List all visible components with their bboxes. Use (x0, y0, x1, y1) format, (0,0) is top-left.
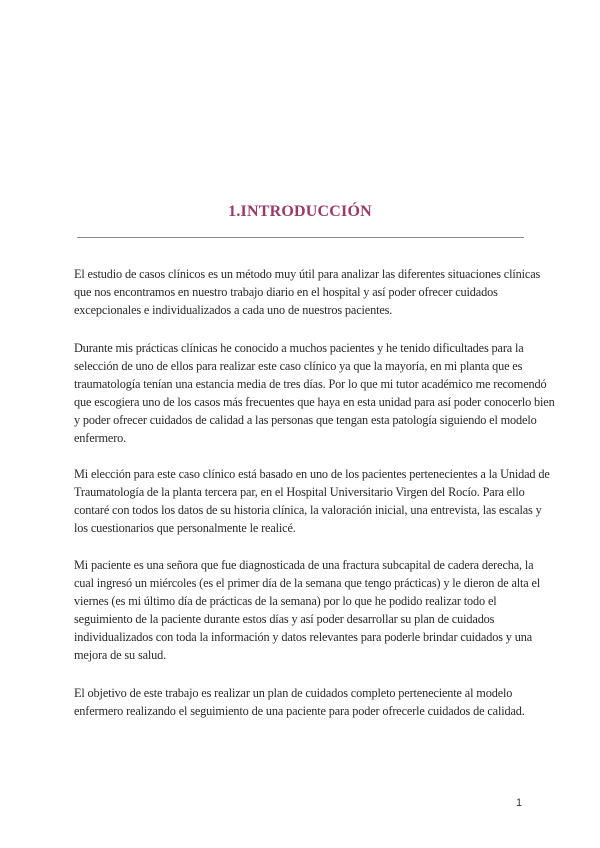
text-line: enfermero realizando el seguimiento de una paciente para poder ofrecerle cuidados de calidad. (74, 704, 525, 718)
text-line: mejora de su salud. (74, 648, 167, 662)
text-line: enfermero. (74, 431, 127, 445)
text-line: individualizados con toda la información y datos relevantes para poderle brindar cuidados y una (74, 630, 532, 644)
paragraph (74, 465, 550, 537)
text-line: selección de uno de ellos para realizar este caso clínico ya que la mayoría, en mi planta que es (74, 359, 523, 373)
paragraph (74, 265, 541, 319)
text-line: Mi paciente es una señora que fue diagnosticada de una fractura subcapital de cadera derecha, la (74, 558, 534, 572)
text-line: El estudio de casos clínicos es un método muy útil para analizar las diferentes situaciones clínicas (74, 267, 541, 281)
text-line: excepcionales e individualizados a cada uno de nuestros pacientes. (74, 303, 393, 317)
paragraph (74, 684, 534, 720)
section-title: 1.INTRODUCCIÓN (228, 203, 372, 220)
paragraph (74, 339, 555, 447)
text-line: seguimiento de la paciente durante estos días y así poder desarrollar su plan de cuidados (74, 612, 495, 626)
title-divider (77, 237, 524, 238)
text-line: los cuestionarios que personalmente le realicé. (74, 521, 296, 535)
paragraph (74, 556, 541, 664)
text-line: Durante mis prácticas clínicas he conocido a muchos pacientes y he tenido dificultades para la (74, 341, 524, 355)
text-line: El objetivo de este trabajo es realizar un plan de cuidados completo perteneciente al modelo (74, 686, 513, 700)
text-line: cual ingresó un miércoles (es el primer día de la semana que tengo prácticas) y le dieron de alta el (74, 576, 541, 590)
text-line: contaré con todos los datos de su historia clínica, la valoración inicial, una entrevista, las escalas y (74, 503, 542, 517)
text-line: que escogiera uno de los casos más frecuentes que haya en esta unidad para así poder conocerlo bien (74, 395, 555, 409)
text-line: que nos encontramos en nuestro trabajo diario en el hospital y así poder ofrecer cuidados (74, 285, 498, 299)
page-number: 1 (516, 797, 523, 809)
text-line: traumatología tenían una estancia media de tres días. Por lo que mi tutor académico me recomendó (74, 377, 547, 391)
text-line: y poder ofrecer cuidados de calidad a las personas que tengan esta patología siguiendo el modelo (74, 413, 537, 427)
text-line: Traumatología de la planta tercera par, en el Hospital Universitario Virgen del Rocío. Para ello (74, 485, 525, 499)
text-line: Mi elección para este caso clínico está basado en uno de los pacientes pertenecientes a la Unidad de (74, 467, 550, 481)
text-line: viernes (es mi último día de prácticas de la semana) por lo que he podido realizar todo el (74, 594, 497, 608)
